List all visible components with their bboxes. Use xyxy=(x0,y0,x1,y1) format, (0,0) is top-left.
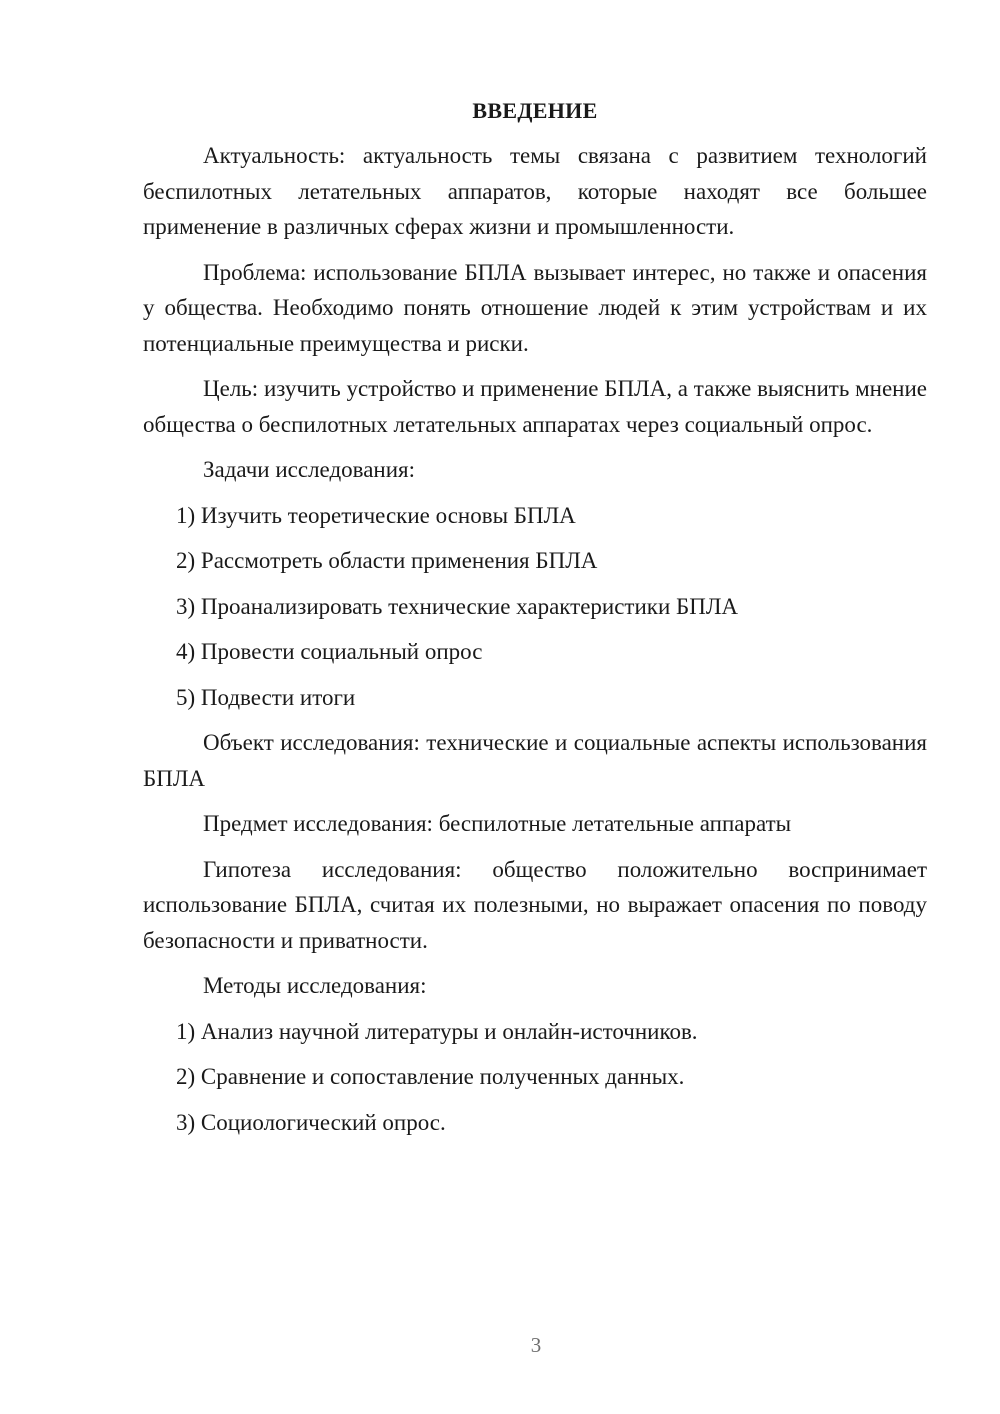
document-body xyxy=(143,94,927,1150)
relevance-paragraph: Актуальность: актуальность темы связана с развитием технологий беспилотных летательных аппаратов, которые находят все большее применение в различных сферах жизни и промышленности. xyxy=(143,143,927,239)
problem-paragraph: Проблема: использование БПЛА вызывает интерес, но также и опасения у общества. Необходимо понять отношение людей к этим устройствам и их потенциальные преимущества и риски. xyxy=(143,259,927,356)
task-item: 3) Проанализировать технические характеристики БПЛА xyxy=(176,593,739,619)
method-item: 2) Сравнение и сопоставление полученных данных. xyxy=(176,1064,685,1089)
task-item: 5) Подвести итоги xyxy=(176,684,356,710)
task-item: 4) Провести социальный опрос xyxy=(176,639,483,664)
subject-paragraph: Предмет исследования: беспилотные летательные аппараты xyxy=(203,811,792,836)
methods-label: Методы исследования: xyxy=(203,973,427,998)
object-paragraph: Объект исследования: технические и социальные аспекты использования БПЛА xyxy=(143,730,927,791)
task-item: 1) Изучить теоретические основы БПЛА xyxy=(176,502,576,528)
hypothesis-paragraph: Гипотеза исследования: общество положительно воспринимает использование БПЛА, считая их полезными, но выражает опасения по поводу безопасности и приватности. xyxy=(143,856,927,953)
method-item: 1) Анализ научной литературы и онлайн-источников. xyxy=(176,1018,698,1044)
page-number: 3 xyxy=(530,1333,542,1357)
tasks-label: Задачи исследования: xyxy=(203,457,416,482)
task-item: 2) Рассмотреть области применения БПЛА xyxy=(176,548,598,573)
method-item: 3) Социологический опрос. xyxy=(176,1109,446,1135)
section-title: ВВЕДЕНИЕ xyxy=(472,98,598,123)
goal-paragraph: Цель: изучить устройство и применение БПЛА, а также выяснить мнение общества о беспилотных летательных аппаратах через социальный опрос. xyxy=(143,376,927,437)
